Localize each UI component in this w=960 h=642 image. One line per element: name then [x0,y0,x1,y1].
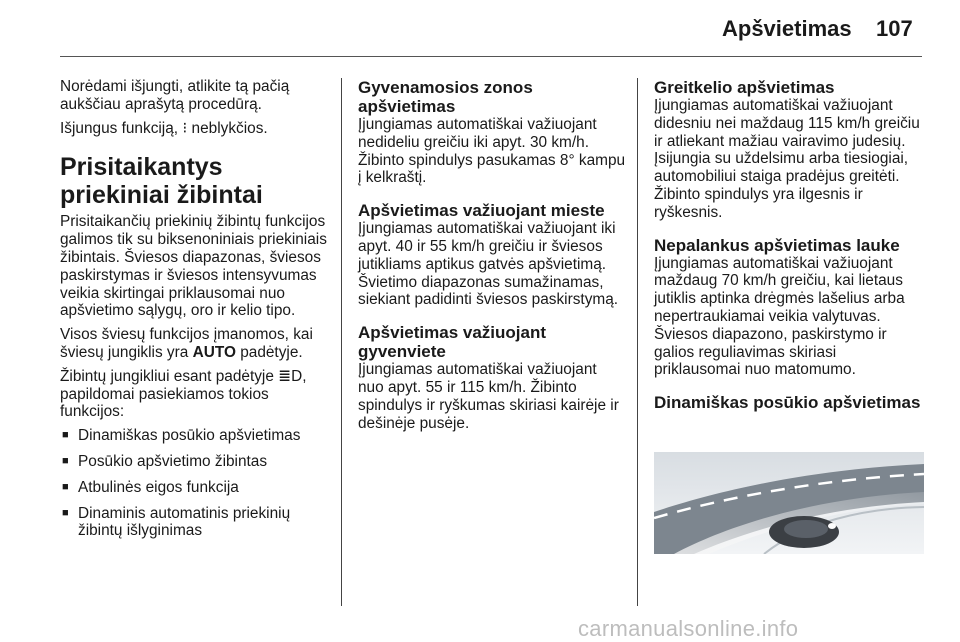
paragraph: Įjungiamas automatiškai važiuojant nuo apyt. 55 ir 115 km/h. Žibinto spindulys ir ryškumas skiriasi kairėje ir dešinėje pusėje. [358,361,619,432]
paragraph: Įjungiamas automatiškai važiuojant iki apyt. 40 ir 55 km/h greičiu ir šviesos jutikliams aptikus gatvės apšvietimą. Švietimo diapazonas sumažinamas, siekiant padidinti šviesos paskirstymą. [358,220,619,309]
paragraph: Įjungiamas automatiškai važiuojant nedideliu greičiu iki apyt. 30 km/h. Žibinto spindulys pasukamas 8° kampu į kelkraštį. [358,116,626,187]
paragraph: Norėdami išjungti, atlikite tą pačią aukščiau aprašytą procedūrą. [60,78,290,113]
list-item: ■ Dinaminis automatinis priekinių žibintų išlyginimas [60,505,336,541]
column-divider [637,78,638,606]
paragraph: Prisitaikančių priekinių žibintų funkcijos galimos tik su biksenoniniais priekiniais žibintais. Šviesos diapazonas, šviesos paskirstymas ir šviesos intensyvumas veikia skirtingai priklausomai nuo apšvietimo sąlygų, oro ir kelio tipo. [60,213,327,320]
column-right [654,78,924,412]
list-item: ■ Atbulinės eigos funkcija [60,479,336,497]
subheading: Nepalankus apšvietimas lauke [654,235,900,255]
column-left [60,78,336,548]
watermark: carmanualsonline.info [578,616,799,641]
column-divider [341,78,342,606]
section-title: Apšvietimas [722,16,852,41]
subheading: Gyvenamosios zonos apšvietimas [358,78,533,116]
paragraph: Žibintų jungikliui esant padėtyje ≣D, papildomai pasiekiamos tokios funkcijos: [60,367,307,421]
section-heading: Prisitaikantys priekiniai žibintai [60,153,263,210]
curve-lighting-illustration [654,452,924,554]
foglight-icon: ⁝ [182,119,188,137]
subheading: Apšvietimas važiuojant mieste [358,201,605,221]
paragraph: Įjungiamas automatiškai važiuojant maždaug 70 km/h greičiu, kai lietaus jutiklis aptinka drėgmės lašelius arba nepertraukiamai veikia valytuvas. Šviesos diapazono, paskirstymo ir galios reguliavimas skiriasi priklausomai nuo matomumo. [654,254,905,379]
paragraph: Visos šviesų funkcijos įmanomos, kai šviesų jungiklis yra AUTO padėtyje. [60,326,313,361]
paragraph: Įjungiamas automatiškai važiuojant didesniu nei maždaug 115 km/h greičiu ir atliekant mažiau vairavimo judesių. Įsijungia su uždelsimu arba tiesiogiai, automobiliui staiga pradėjus greitėti. Žibinto spindulys yra ilgesnis ir ryškesnis. [654,97,920,221]
column-middle [358,78,626,438]
page-header [0,0,960,58]
subheading: Greitkelio apšvietimas [654,78,835,97]
subheading: Apšvietimas važiuojant gyvenviete [358,323,547,362]
header-rule [60,56,922,57]
list-item: ■ Posūkio apšvietimo žibintas [60,453,336,471]
list-item: ■ Dinamiškas posūkio apšvietimas [60,427,336,445]
function-list [60,427,336,540]
subheading: Dinamiškas posūkio apšvietimas [654,393,921,413]
paragraph: Išjungus funkciją, ⁝ neblykčios. [60,119,268,137]
auto-label: AUTO [192,343,236,361]
headlight-icon: ≣D [278,367,303,385]
page-number: 107 [876,16,913,41]
